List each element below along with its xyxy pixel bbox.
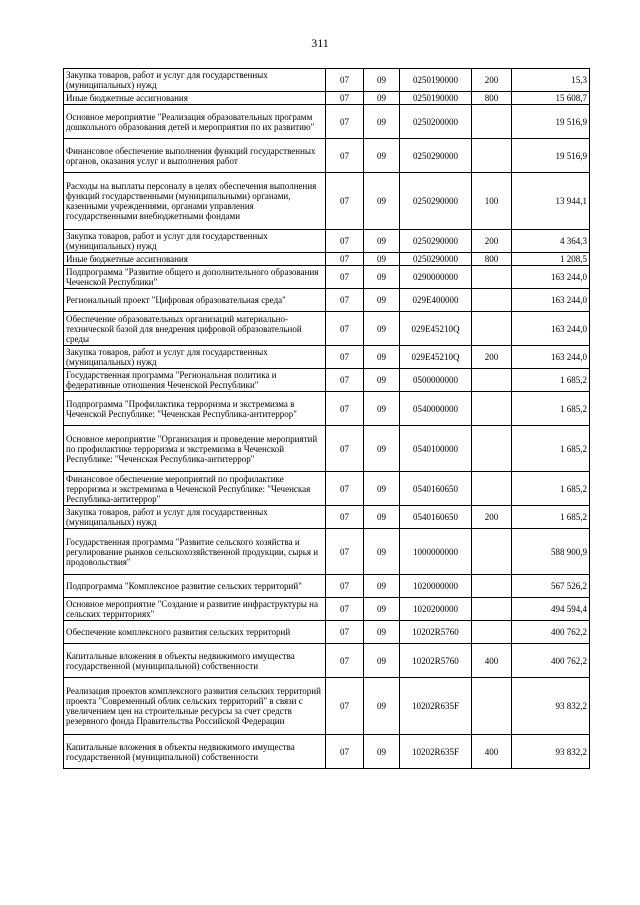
table-row [64,253,590,266]
row-rz: 07 [326,230,364,253]
table-row [64,105,590,139]
table-row [64,312,590,346]
row-csr: 0250290000 [400,253,472,266]
row-vr: 200 [472,230,512,253]
row-rz: 07 [326,529,364,575]
row-name: Капитальные вложения в объекты недвижимого имущества государственной (муниципальной) собственности [64,644,326,678]
row-vr [472,289,512,312]
row-pr: 09 [364,346,400,369]
row-amount: 588 900,9 [512,529,590,575]
row-vr [472,575,512,598]
row-name: Региональный проект "Цифровая образовательная среда" [64,289,326,312]
row-vr [472,529,512,575]
row-csr: 0500000000 [400,369,472,392]
row-name: Расходы на выплаты персоналу в целях обеспечения выполнения функций государственными (муниципальными) органами, казенными учреждениями, органами управления государственными внебюджетными фондами [64,173,326,230]
table-row [64,678,590,735]
row-vr [472,678,512,735]
row-csr: 10202R5760 [400,621,472,644]
row-amount: 19 516,9 [512,139,590,173]
row-vr [472,369,512,392]
row-pr: 09 [364,575,400,598]
row-name: Закупка товаров, работ и услуг для государственных (муниципальных) нужд [64,346,326,369]
row-pr: 09 [364,266,400,289]
row-rz: 07 [326,312,364,346]
row-pr: 09 [364,621,400,644]
row-amount: 1 208,5 [512,253,590,266]
table-row [64,644,590,678]
row-rz: 07 [326,506,364,529]
row-amount: 1 685,2 [512,506,590,529]
table-row [64,346,590,369]
table-row [64,575,590,598]
row-amount: 4 364,3 [512,230,590,253]
row-amount: 400 762,2 [512,621,590,644]
row-rz: 07 [326,575,364,598]
table-row [64,92,590,105]
row-rz: 07 [326,426,364,472]
row-rz: 07 [326,253,364,266]
row-csr: 0540000000 [400,392,472,426]
row-csr: 1020000000 [400,575,472,598]
table-row [64,139,590,173]
row-rz: 07 [326,644,364,678]
table-row [64,426,590,472]
row-amount: 163 244,0 [512,266,590,289]
row-name: Финансовое обеспечение мероприятий по профилактике терроризма и экстремизма в Чеченской Республике: "Чеченская Республика-антитеррор" [64,472,326,506]
row-rz: 07 [326,139,364,173]
row-rz: 07 [326,69,364,92]
row-pr: 09 [364,289,400,312]
row-rz: 07 [326,369,364,392]
table-row [64,472,590,506]
row-vr: 400 [472,644,512,678]
row-name: Обеспечение комплексного развития сельских территорий [64,621,326,644]
table-row [64,230,590,253]
row-csr: 0250190000 [400,69,472,92]
row-vr: 200 [472,506,512,529]
row-vr: 100 [472,173,512,230]
row-vr: 400 [472,735,512,769]
row-amount: 163 244,0 [512,289,590,312]
row-pr: 09 [364,678,400,735]
row-amount: 93 832,2 [512,735,590,769]
table-row [64,735,590,769]
row-rz: 07 [326,346,364,369]
page-number: 311 [311,36,329,50]
row-vr: 200 [472,346,512,369]
row-csr: 0250290000 [400,139,472,173]
row-name: Закупка товаров, работ и услуг для государственных (муниципальных) нужд [64,69,326,92]
row-vr [472,266,512,289]
row-rz: 07 [326,289,364,312]
row-csr: 0540100000 [400,426,472,472]
row-csr: 0250200000 [400,105,472,139]
row-name: Реализация проектов комплексного развития сельских территорий проекта "Современный облик сельских территорий" в связи с увеличением цен на строительные ресурсы за счет средств резервного фонда Правительства Российской Федерации [64,678,326,735]
row-vr [472,472,512,506]
row-rz: 07 [326,173,364,230]
row-vr: 800 [472,92,512,105]
row-name: Основное мероприятие "Создание и развитие инфраструктуры на сельских территориях" [64,598,326,621]
row-pr: 09 [364,312,400,346]
row-name: Государственная программа "Региональная политика и федеративные отношения Чеченской Республики" [64,369,326,392]
row-vr [472,139,512,173]
row-amount: 1 685,2 [512,426,590,472]
row-pr: 09 [364,426,400,472]
row-amount: 1 685,2 [512,472,590,506]
row-csr: 10202R5760 [400,644,472,678]
row-name: Иные бюджетные ассигнования [64,92,326,105]
row-pr: 09 [364,230,400,253]
table-row [64,69,590,92]
row-pr: 09 [364,506,400,529]
row-name: Подпрограмма "Профилактика терроризма и экстремизма в Чеченской Республике: "Чеченская Республика-антитеррор" [64,392,326,426]
row-vr [472,426,512,472]
row-csr: 029E45210Q [400,346,472,369]
row-name: Капитальные вложения в объекты недвижимого имущества государственной (муниципальной) собственности [64,735,326,769]
row-vr [472,312,512,346]
row-pr: 09 [364,69,400,92]
row-rz: 07 [326,266,364,289]
row-pr: 09 [364,598,400,621]
row-name: Основное мероприятие "Реализация образовательных программ дошкольного образования детей и мероприятия по их развитию" [64,105,326,139]
row-amount: 1 685,2 [512,369,590,392]
table-row [64,506,590,529]
row-amount: 400 762,2 [512,644,590,678]
row-rz: 07 [326,678,364,735]
row-csr: 10202R635F [400,678,472,735]
row-amount: 93 832,2 [512,678,590,735]
budget-table [63,68,590,769]
row-amount: 19 516,9 [512,105,590,139]
row-vr [472,105,512,139]
row-pr: 09 [364,735,400,769]
table-row [64,392,590,426]
table-row [64,289,590,312]
table-row [64,369,590,392]
row-vr [472,621,512,644]
row-rz: 07 [326,472,364,506]
row-name: Подпрограмма "Развитие общего и дополнительного образования Чеченской Республики" [64,266,326,289]
row-csr: 0250290000 [400,230,472,253]
table-row [64,598,590,621]
row-pr: 09 [364,529,400,575]
row-csr: 0540160650 [400,506,472,529]
row-pr: 09 [364,139,400,173]
row-csr: 1000000000 [400,529,472,575]
row-pr: 09 [364,173,400,230]
table-row [64,266,590,289]
row-rz: 07 [326,735,364,769]
row-amount: 1 685,2 [512,392,590,426]
row-name: Основное мероприятие "Организация и проведение мероприятий по профилактике терроризма и экстремизма в Чеченской Республике: "Чеченская Республика-антитеррор" [64,426,326,472]
row-pr: 09 [364,92,400,105]
row-rz: 07 [326,92,364,105]
row-amount: 567 526,2 [512,575,590,598]
row-amount: 163 244,0 [512,346,590,369]
row-vr: 200 [472,69,512,92]
row-pr: 09 [364,253,400,266]
row-csr: 0540160650 [400,472,472,506]
row-name: Подпрограмма "Комплексное развитие сельских территорий" [64,575,326,598]
row-csr: 10202R635F [400,735,472,769]
row-rz: 07 [326,392,364,426]
row-amount: 15 608,7 [512,92,590,105]
row-pr: 09 [364,105,400,139]
table-row [64,173,590,230]
row-pr: 09 [364,644,400,678]
row-name: Обеспечение образовательных организаций материально-технической базой для внедрения цифровой образовательной среды [64,312,326,346]
row-pr: 09 [364,472,400,506]
budget-table-body [64,69,590,769]
row-vr [472,392,512,426]
row-csr: 029E400000 [400,289,472,312]
row-rz: 07 [326,105,364,139]
row-amount: 13 944,1 [512,173,590,230]
row-amount: 15,3 [512,69,590,92]
row-amount: 163 244,0 [512,312,590,346]
row-name: Иные бюджетные ассигнования [64,253,326,266]
row-csr: 0290000000 [400,266,472,289]
row-csr: 029E45210Q [400,312,472,346]
row-name: Государственная программа "Развитие сельского хозяйства и регулирование рынков сельскохозяйственной продукции, сырья и продовольствия" [64,529,326,575]
row-csr: 0250290000 [400,173,472,230]
table-row [64,621,590,644]
row-amount: 494 594,4 [512,598,590,621]
row-name: Закупка товаров, работ и услуг для государственных (муниципальных) нужд [64,506,326,529]
row-rz: 07 [326,621,364,644]
row-pr: 09 [364,369,400,392]
row-csr: 0250190000 [400,92,472,105]
row-name: Финансовое обеспечение выполнения функций государственных органов, оказания услуг и выполнения работ [64,139,326,173]
row-vr [472,598,512,621]
row-name: Закупка товаров, работ и услуг для государственных (муниципальных) нужд [64,230,326,253]
row-vr: 800 [472,253,512,266]
row-pr: 09 [364,392,400,426]
row-csr: 1020200000 [400,598,472,621]
table-row [64,529,590,575]
row-rz: 07 [326,598,364,621]
